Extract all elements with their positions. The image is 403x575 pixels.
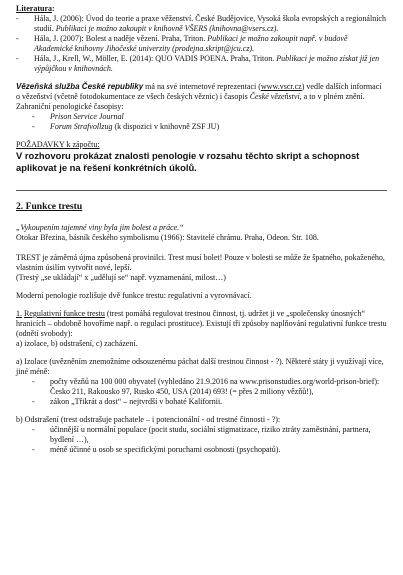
journal-item: - Prison Service Journal [32, 112, 124, 121]
izolace-item: - počty vězňů na 100 000 obyvatel (vyhledáno 21.9.2016 na www.prisonstudies.org/world-prison-brief): Česko 211, Rakousko 97, Rusko 450, USA (2014) 693! (= přes 2 miliony vězňů!), [32, 377, 380, 396]
izolace-item: - zákon „Třikrát a dost“ – nejtvrdší v bohaté Kalifornii. [32, 397, 223, 406]
quote: „Vykoupením tajemné viny byla jim bolest a práce.“ [16, 223, 184, 232]
izolace-list [16, 377, 387, 407]
odstraseni-item: - účinnější u normální populace (pocit studu, sociální stigmatizace, riziko ztráty zaměstnání, partnera, bydlení …), [32, 425, 371, 444]
trest-note: (Trestý „se ukládají“ x „udělují se“ např. vyznamenání, milost…) [16, 273, 226, 282]
modern-penology: Moderní penologie rozlišuje dvě funkce trestu: regulativní a vyrovnávací. [16, 291, 252, 300]
regulative-ways: a) izolace, b) odstrašení, c) zacházení. [16, 339, 138, 348]
odstraseni-list [16, 425, 387, 455]
odstraseni-item: - méně účinné u osob se specifickými poruchami osobnosti (psychopatů). [32, 445, 281, 454]
vs-link[interactable]: www.vscr.cz [260, 82, 302, 91]
odstraseni-paragraph: b) Odstrašení (trest odstrašuje pachatele – i potencionální - od trestné činnosti - ?): [16, 415, 281, 424]
quote-source: Otokar Březina, básník českého symbolismu (1966): Stavitelé chrámu. Praha, Odeon. Str. 108. [16, 233, 319, 242]
foreign-journals-label: Zahraniční penologické časopisy: [16, 102, 124, 111]
literature-list [16, 14, 387, 74]
izolace-paragraph: a) Izolace (uvězněním znemožníme odsouzenému páchat další trestnou činnost - ?). Některé státy ji využívají více, jiné méně: [16, 357, 384, 376]
section-heading: 2. Funkce trestu [16, 201, 83, 212]
regulative-paragraph: 1. Regulativní funkce trestu (trest pomáhá regulovat trestnou činnost, tj. udržet ji ve „společensky únosných“ hranicích – obdobně hovoříme např. o regulaci prostituce). Existují tři způsoby naplňování regulativní funkce trestu (odnětí svobody): [16, 309, 387, 338]
literature-item: - Hála, J. (2006): Úvod do teorie a praxe věženství. České Budějovice, Vysoká škola evropských a regionálních studií. Publikaci je možno zakoupit v knihovně VŠERS (knihovna@vsers.cz). [16, 14, 386, 33]
trest-definition: TREST je záměrná újma způsobená provinilci. Trest musí bolet! Pouze v bolesti se může že špatného, pokaženého, vlastním úsilím vytvořit nové, lepší. [16, 253, 385, 272]
requirements-heading: POŽADAVKY k zápočtu: [16, 140, 100, 149]
vs-paragraph: Vězeňská služba České republiky má na své internetové reprezentaci (www.vscr.cz) vedle dalších informací o vězeňství (včetně fotodokumentace ze všech českých věznic) i časopis České vězeňství, a to v plném znění. [16, 82, 382, 101]
literature-item: - Hála, J. (2007): Bolest a naděje vězení. Praha, Triton. Publikaci je možno zakoupit např. v budově Akademické knihovny Jihočeské univerzity (prodejna.skript@jcu.cz). [16, 34, 348, 53]
foreign-journals-list [16, 112, 387, 132]
vs-title: Vězeňská služba České republiky [16, 82, 144, 91]
requirements-text: V rozhovoru prokázat znalosti penologie v rozsahu těchto skript a schopnost aplikovat je na řešení konkrétních úkolů. [16, 150, 360, 173]
journal-item: - Forum Strafvollzug (k dispozici v knihovně ZSF JU) [32, 122, 220, 131]
literature-item: - Hála, J., Krell, W., Möller, E. (2014): QUO VADIS POENA. Praha, Triton. Publikaci je možno získat již jen výpůjčkou v knihovnách. [16, 54, 380, 73]
literature-heading: Literatura: [16, 4, 55, 13]
